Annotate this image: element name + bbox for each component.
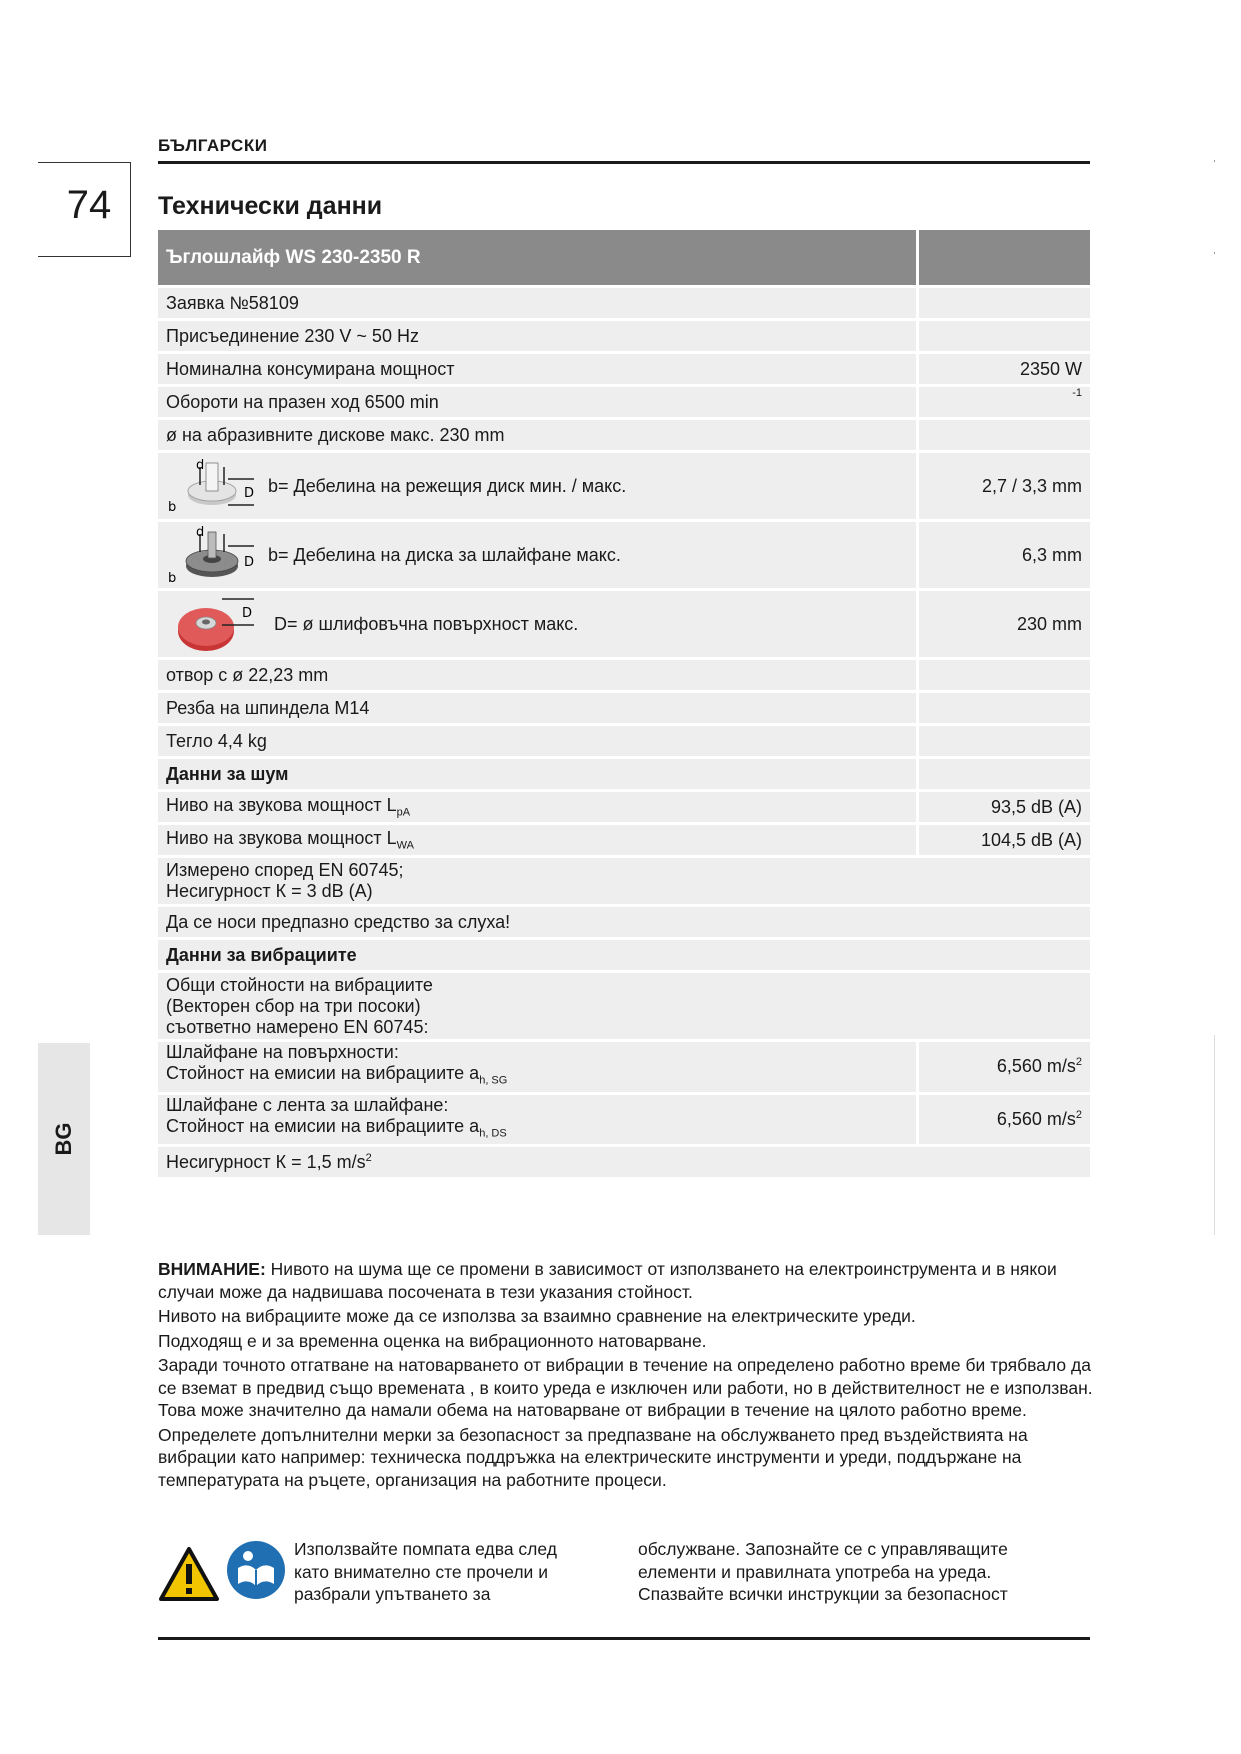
warning-row [158, 1538, 1090, 1618]
rpm-unit-cell [916, 387, 1090, 417]
surface-label: D= ø шлифовъчна повърхност макс. [274, 613, 579, 634]
header-rule [158, 161, 1090, 164]
warning-triangle-icon [158, 1546, 220, 1602]
table-row [158, 660, 1090, 690]
cut-disc-label: b= Дебелина на режещия диск мин. / макс. [268, 475, 627, 496]
warning-line: разбрали упътването за [294, 1584, 491, 1604]
table-row [158, 693, 1090, 723]
table-row [158, 940, 1090, 970]
uncertainty: Несигурност К = 1,5 m/s [166, 1151, 366, 1172]
crop-mark [1214, 160, 1215, 162]
bore: отвор с ø 22,23 mm [158, 660, 916, 690]
table-row [158, 288, 1090, 318]
attention-text: Нивото на шума ще се промени в зависимост от използването на електроинструмента и в някои случаи може да надвишава посочената в тези указания стойност. [158, 1259, 1057, 1302]
sanding-disc-icon [166, 593, 258, 655]
sg-line1: Шлайфане на повърхности: [166, 1042, 399, 1062]
ds-line2: Стойност на емисии на вибрациите a [166, 1115, 480, 1136]
ds-value-cell [916, 1095, 1090, 1145]
grinding-disc-icon [166, 524, 258, 586]
table-row [158, 591, 1090, 657]
attention-paragraph [158, 1258, 1098, 1303]
warning-line: като внимателно сте прочели и [294, 1561, 548, 1582]
svg-text:b: b [168, 500, 177, 515]
svg-text:D: D [244, 555, 255, 570]
lpa-label-cell [158, 792, 916, 822]
weight: Тегло 4,4 kg [158, 726, 916, 756]
table-row [158, 1042, 1090, 1092]
ds-value: 6,560 m/s [996, 1108, 1076, 1129]
spindle-thread: Резба на шпиндела М14 [158, 693, 916, 723]
bottom-rule [158, 1637, 1090, 1640]
svg-text:b: b [168, 571, 177, 586]
grind-disc-value: 6,3 mm [916, 522, 1090, 588]
table-row [158, 825, 1090, 855]
vib-total-line3: съответно намерено EN 60745: [166, 1016, 429, 1037]
table-row [158, 1095, 1090, 1145]
lpa-label: Ниво на звукова мощност L [166, 795, 397, 816]
crop-mark [1214, 252, 1215, 254]
note-paragraph: Нивото на вибрациите може да се използва за взаимно сравнение на електрическите уреди. [158, 1306, 916, 1326]
lpa-sub: pA [396, 806, 411, 819]
attention-label: ВНИМАНИЕ: [158, 1259, 266, 1279]
language-side-tab [38, 1043, 90, 1235]
uncertainty-sup: 2 [365, 1151, 372, 1164]
sg-sub: h, SG [479, 1074, 508, 1087]
note-paragraph: Определете допълнителни мерки за безопасност за предпазване на обслужването пред въздействията на вибрации като например: техническа поддръжка на електрическите инструменти и уреди, поддържане на температурата на ръцете, организация на работните процеси. [158, 1424, 1028, 1490]
warning-text-col1 [294, 1538, 594, 1606]
read-manual-icon [226, 1540, 286, 1600]
notes-block [158, 1258, 1098, 1493]
page-number: 74 [66, 183, 112, 227]
language-header: БЪЛГАРСКИ [158, 136, 268, 155]
sg-sup: 2 [1075, 1056, 1082, 1069]
connection: Присъединение 230 V ~ 50 Hz [158, 321, 916, 351]
cutting-disc-icon [166, 455, 258, 517]
table-row [158, 522, 1090, 588]
table-row [158, 420, 1090, 450]
uncertainty-cell [158, 1147, 1090, 1177]
note-paragraph: Подходящ е и за временна оценка на вибрационното натоварване. [158, 1330, 707, 1351]
table-row [158, 354, 1090, 384]
hearing-protection: Да се носи предпазно средство за слуха! [158, 907, 1090, 937]
warning-text-col2 [638, 1538, 1068, 1606]
table-row [158, 387, 1090, 417]
svg-text:d: d [196, 458, 205, 473]
warning-line: обслужване. Запознайте се с управляващите [638, 1539, 1008, 1559]
table-row [158, 907, 1090, 937]
table-row [158, 1147, 1090, 1177]
table-row [158, 973, 1090, 1039]
sg-line2: Стойност на емисии на вибрациите a [166, 1063, 480, 1083]
table-row [158, 759, 1090, 789]
power-label: Номинална консумирана мощност [158, 354, 916, 384]
noise-heading: Данни за шум [158, 759, 916, 789]
warning-line: Спазвайте всички инструкции за безопасност [638, 1584, 1008, 1604]
rpm-unit-sup: -1 [1072, 387, 1082, 399]
header-blank-cell [916, 230, 1090, 285]
lwa-value: 104,5 dB (A) [916, 825, 1090, 855]
vibration-heading: Данни за вибрациите [158, 940, 1090, 970]
surface-value: 230 mm [916, 591, 1090, 657]
ds-line1: Шлайфане с лента за шлайфане: [166, 1094, 449, 1115]
sg-value: 6,560 m/s [996, 1056, 1076, 1077]
section-title: Технически данни [158, 192, 383, 220]
warning-line: елементи и правилната употреба на уреда. [638, 1561, 992, 1582]
table-row [158, 726, 1090, 756]
table-row [158, 453, 1090, 519]
measured-line2: Несигурност К = 3 dB (A) [166, 881, 373, 901]
ds-sub: h, DS [479, 1127, 507, 1140]
power-value: 2350 W [916, 354, 1090, 384]
table-row [158, 321, 1090, 351]
side-tab-label: BG [51, 1122, 76, 1156]
vib-total-line2: (Векторен сбор на три посоки) [166, 995, 421, 1016]
disc-diameter: ø на абразивните дискове макс. 230 mm [158, 420, 916, 450]
measured-line1: Измерено според EN 60745; [166, 860, 404, 880]
lpa-value: 93,5 dB (A) [916, 792, 1090, 822]
ds-line2-wrap [166, 1116, 908, 1145]
lwa-label-cell [158, 825, 916, 855]
cut-disc-value: 2,7 / 3,3 mm [916, 453, 1090, 519]
product-title: Ъглошлайф WS 230-2350 R [158, 230, 916, 285]
warning-line: Използвайте помпата едва след [294, 1539, 557, 1559]
rpm-label: Обороти на празен ход 6500 min [158, 387, 916, 417]
edge-bar [1214, 1035, 1215, 1235]
svg-text:D: D [244, 486, 255, 501]
ds-sup: 2 [1075, 1108, 1082, 1121]
svg-text:D: D [242, 606, 253, 621]
spec-table [158, 227, 1090, 1180]
spec-table-header [158, 230, 1090, 285]
lwa-label: Ниво на звукова мощност L [166, 828, 397, 849]
note-paragraph: Заради точното отгатване на натоварването от вибрации в течение на определено работно време би трябвало да се вземат в предвид също времената , в които уреда е изключен или работи, но в действителност не е използван. Това може значително да намали обема на натоварване от вибрации в течение на цялото работно време. [158, 1355, 1093, 1420]
sg-line2-wrap [166, 1063, 908, 1092]
table-row [158, 792, 1090, 822]
sg-value-cell [916, 1042, 1090, 1092]
grind-disc-label: b= Дебелина на диска за шлайфане макс. [268, 544, 621, 565]
order-number: Заявка №58109 [158, 288, 916, 318]
vib-total-line1: Общи стойности на вибрациите [166, 974, 433, 995]
svg-text:d: d [196, 525, 205, 540]
table-row [158, 858, 1090, 904]
lwa-sub: WA [396, 839, 414, 852]
